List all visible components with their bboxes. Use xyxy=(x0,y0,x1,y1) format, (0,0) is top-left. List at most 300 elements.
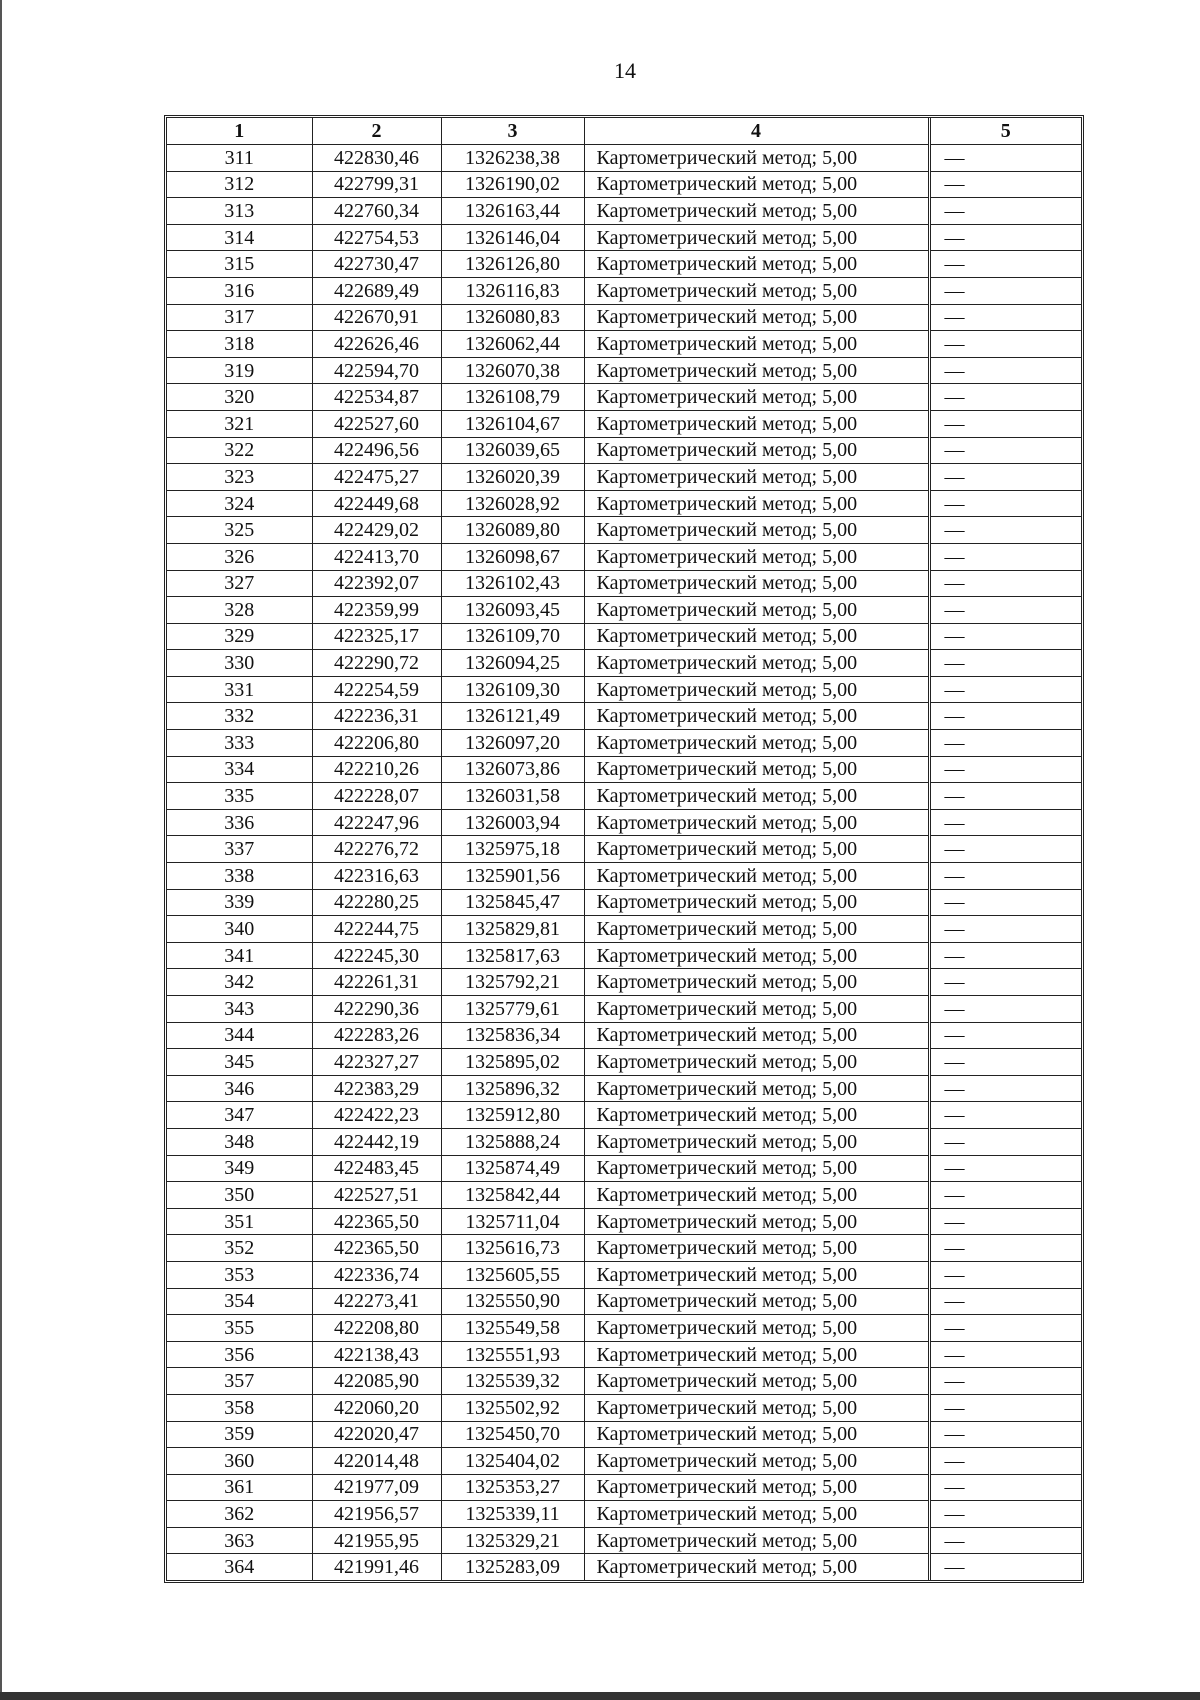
table-row xyxy=(167,437,1081,464)
point-number-cell: 312 xyxy=(167,171,312,198)
method-cell: Картометрический метод; 5,00 xyxy=(584,171,929,198)
table-row xyxy=(167,1155,1081,1182)
point-number-cell: 338 xyxy=(167,863,312,890)
x-coordinate-cell: 422060,20 xyxy=(312,1394,441,1421)
y-coordinate-cell: 1325836,34 xyxy=(441,1022,584,1049)
y-coordinate-cell: 1325550,90 xyxy=(441,1288,584,1315)
y-coordinate-cell: 1326089,80 xyxy=(441,517,584,544)
table-row xyxy=(167,1182,1081,1209)
point-number-cell: 359 xyxy=(167,1421,312,1448)
table-row xyxy=(167,836,1081,863)
dash-cell: — xyxy=(929,1049,1081,1076)
table-row xyxy=(167,543,1081,570)
method-cell: Картометрический метод; 5,00 xyxy=(584,783,929,810)
dash-cell: — xyxy=(929,916,1081,943)
point-number-cell: 330 xyxy=(167,650,312,677)
header-col-5: 5 xyxy=(929,118,1081,145)
method-cell: Картометрический метод; 5,00 xyxy=(584,756,929,783)
table-row xyxy=(167,1474,1081,1501)
method-cell: Картометрический метод; 5,00 xyxy=(584,251,929,278)
y-coordinate-cell: 1325975,18 xyxy=(441,836,584,863)
dash-cell: — xyxy=(929,1128,1081,1155)
point-number-cell: 311 xyxy=(167,145,312,172)
method-cell: Картометрический метод; 5,00 xyxy=(584,1368,929,1395)
point-number-cell: 332 xyxy=(167,703,312,730)
point-number-cell: 350 xyxy=(167,1182,312,1209)
point-number-cell: 340 xyxy=(167,916,312,943)
dash-cell: — xyxy=(929,703,1081,730)
method-cell: Картометрический метод; 5,00 xyxy=(584,198,929,225)
y-coordinate-cell: 1326031,58 xyxy=(441,783,584,810)
x-coordinate-cell: 422830,46 xyxy=(312,145,441,172)
dash-cell: — xyxy=(929,1022,1081,1049)
table-row xyxy=(167,277,1081,304)
point-number-cell: 327 xyxy=(167,570,312,597)
table-row xyxy=(167,517,1081,544)
method-cell: Картометрический метод; 5,00 xyxy=(584,1075,929,1102)
table-row xyxy=(167,570,1081,597)
dash-cell: — xyxy=(929,384,1081,411)
method-cell: Картометрический метод; 5,00 xyxy=(584,942,929,969)
dash-cell: — xyxy=(929,410,1081,437)
x-coordinate-cell: 422325,17 xyxy=(312,623,441,650)
point-number-cell: 360 xyxy=(167,1448,312,1475)
dash-cell: — xyxy=(929,836,1081,863)
dash-cell: — xyxy=(929,1394,1081,1421)
table-row xyxy=(167,623,1081,650)
y-coordinate-cell: 1326190,02 xyxy=(441,171,584,198)
y-coordinate-cell: 1326109,30 xyxy=(441,676,584,703)
dash-cell: — xyxy=(929,171,1081,198)
point-number-cell: 314 xyxy=(167,224,312,251)
table-row xyxy=(167,304,1081,331)
x-coordinate-cell: 422206,80 xyxy=(312,730,441,757)
method-cell: Картометрический метод; 5,00 xyxy=(584,623,929,650)
table-row xyxy=(167,730,1081,757)
dash-cell: — xyxy=(929,1261,1081,1288)
table-row xyxy=(167,410,1081,437)
method-cell: Картометрический метод; 5,00 xyxy=(584,1155,929,1182)
x-coordinate-cell: 422210,26 xyxy=(312,756,441,783)
method-cell: Картометрический метод; 5,00 xyxy=(584,1049,929,1076)
dash-cell: — xyxy=(929,1474,1081,1501)
table-row xyxy=(167,384,1081,411)
dash-cell: — xyxy=(929,597,1081,624)
method-cell: Картометрический метод; 5,00 xyxy=(584,490,929,517)
method-cell: Картометрический метод; 5,00 xyxy=(584,1261,929,1288)
y-coordinate-cell: 1326098,67 xyxy=(441,543,584,570)
point-number-cell: 352 xyxy=(167,1235,312,1262)
table-row xyxy=(167,1261,1081,1288)
table-row xyxy=(167,1341,1081,1368)
method-cell: Картометрический метод; 5,00 xyxy=(584,224,929,251)
page-number: 14 xyxy=(614,58,636,83)
point-number-cell: 323 xyxy=(167,464,312,491)
method-cell: Картометрический метод; 5,00 xyxy=(584,1288,929,1315)
method-cell: Картометрический метод; 5,00 xyxy=(584,676,929,703)
header-col-1: 1 xyxy=(167,118,312,145)
y-coordinate-cell: 1326062,44 xyxy=(441,331,584,358)
x-coordinate-cell: 422138,43 xyxy=(312,1341,441,1368)
y-coordinate-cell: 1325329,21 xyxy=(441,1527,584,1554)
method-cell: Картометрический метод; 5,00 xyxy=(584,357,929,384)
x-coordinate-cell: 422483,45 xyxy=(312,1155,441,1182)
x-coordinate-cell: 422527,51 xyxy=(312,1182,441,1209)
method-cell: Картометрический метод; 5,00 xyxy=(584,1527,929,1554)
dash-cell: — xyxy=(929,1075,1081,1102)
x-coordinate-cell: 422670,91 xyxy=(312,304,441,331)
table-row xyxy=(167,1208,1081,1235)
point-number-cell: 361 xyxy=(167,1474,312,1501)
x-coordinate-cell: 422626,46 xyxy=(312,331,441,358)
x-coordinate-cell: 422799,31 xyxy=(312,171,441,198)
table-row xyxy=(167,1421,1081,1448)
dash-cell: — xyxy=(929,517,1081,544)
point-number-cell: 317 xyxy=(167,304,312,331)
dash-cell: — xyxy=(929,676,1081,703)
x-coordinate-cell: 422276,72 xyxy=(312,836,441,863)
y-coordinate-cell: 1325551,93 xyxy=(441,1341,584,1368)
x-coordinate-cell: 422247,96 xyxy=(312,809,441,836)
scan-bottom-edge xyxy=(0,1692,1200,1700)
dash-cell: — xyxy=(929,1554,1081,1580)
x-coordinate-cell: 422534,87 xyxy=(312,384,441,411)
dash-cell: — xyxy=(929,224,1081,251)
x-coordinate-cell: 422254,59 xyxy=(312,676,441,703)
x-coordinate-cell: 422429,02 xyxy=(312,517,441,544)
point-number-cell: 315 xyxy=(167,251,312,278)
x-coordinate-cell: 421956,57 xyxy=(312,1501,441,1528)
point-number-cell: 351 xyxy=(167,1208,312,1235)
table-row xyxy=(167,863,1081,890)
y-coordinate-cell: 1326116,83 xyxy=(441,277,584,304)
method-cell: Картометрический метод; 5,00 xyxy=(584,1474,929,1501)
dash-cell: — xyxy=(929,1421,1081,1448)
x-coordinate-cell: 422365,50 xyxy=(312,1235,441,1262)
table-row xyxy=(167,224,1081,251)
y-coordinate-cell: 1325792,21 xyxy=(441,969,584,996)
y-coordinate-cell: 1326073,86 xyxy=(441,756,584,783)
y-coordinate-cell: 1326097,20 xyxy=(441,730,584,757)
y-coordinate-cell: 1325711,04 xyxy=(441,1208,584,1235)
dash-cell: — xyxy=(929,1527,1081,1554)
y-coordinate-cell: 1325616,73 xyxy=(441,1235,584,1262)
y-coordinate-cell: 1325450,70 xyxy=(441,1421,584,1448)
table-row xyxy=(167,783,1081,810)
table-row xyxy=(167,1128,1081,1155)
x-coordinate-cell: 421977,09 xyxy=(312,1474,441,1501)
method-cell: Картометрический метод; 5,00 xyxy=(584,1421,929,1448)
dash-cell: — xyxy=(929,996,1081,1023)
dash-cell: — xyxy=(929,1182,1081,1209)
dash-cell: — xyxy=(929,437,1081,464)
table-row xyxy=(167,756,1081,783)
y-coordinate-cell: 1325779,61 xyxy=(441,996,584,1023)
dash-cell: — xyxy=(929,863,1081,890)
x-coordinate-cell: 422383,29 xyxy=(312,1075,441,1102)
method-cell: Картометрический метод; 5,00 xyxy=(584,916,929,943)
x-coordinate-cell: 422014,48 xyxy=(312,1448,441,1475)
x-coordinate-cell: 422413,70 xyxy=(312,543,441,570)
x-coordinate-cell: 422336,74 xyxy=(312,1261,441,1288)
x-coordinate-cell: 422392,07 xyxy=(312,570,441,597)
point-number-cell: 333 xyxy=(167,730,312,757)
dash-cell: — xyxy=(929,331,1081,358)
point-number-cell: 349 xyxy=(167,1155,312,1182)
x-coordinate-cell: 422273,41 xyxy=(312,1288,441,1315)
dash-cell: — xyxy=(929,543,1081,570)
method-cell: Картометрический метод; 5,00 xyxy=(584,1022,929,1049)
table-row xyxy=(167,1501,1081,1528)
table-row xyxy=(167,969,1081,996)
method-cell: Картометрический метод; 5,00 xyxy=(584,145,929,172)
method-cell: Картометрический метод; 5,00 xyxy=(584,1315,929,1342)
y-coordinate-cell: 1326109,70 xyxy=(441,623,584,650)
method-cell: Картометрический метод; 5,00 xyxy=(584,1394,929,1421)
point-number-cell: 329 xyxy=(167,623,312,650)
point-number-cell: 319 xyxy=(167,357,312,384)
point-number-cell: 341 xyxy=(167,942,312,969)
table-row xyxy=(167,1368,1081,1395)
y-coordinate-cell: 1325901,56 xyxy=(441,863,584,890)
dash-cell: — xyxy=(929,357,1081,384)
method-cell: Картометрический метод; 5,00 xyxy=(584,996,929,1023)
y-coordinate-cell: 1325404,02 xyxy=(441,1448,584,1475)
point-number-cell: 358 xyxy=(167,1394,312,1421)
table-row xyxy=(167,1075,1081,1102)
dash-cell: — xyxy=(929,1341,1081,1368)
y-coordinate-cell: 1325605,55 xyxy=(441,1261,584,1288)
header-col-4: 4 xyxy=(584,118,929,145)
x-coordinate-cell: 422280,25 xyxy=(312,889,441,916)
method-cell: Картометрический метод; 5,00 xyxy=(584,650,929,677)
y-coordinate-cell: 1326108,79 xyxy=(441,384,584,411)
x-coordinate-cell: 421991,46 xyxy=(312,1554,441,1580)
dash-cell: — xyxy=(929,304,1081,331)
point-number-cell: 320 xyxy=(167,384,312,411)
point-number-cell: 313 xyxy=(167,198,312,225)
x-coordinate-cell: 422475,27 xyxy=(312,464,441,491)
table-row xyxy=(167,889,1081,916)
table-row xyxy=(167,650,1081,677)
dash-cell: — xyxy=(929,490,1081,517)
y-coordinate-cell: 1325842,44 xyxy=(441,1182,584,1209)
x-coordinate-cell: 422760,34 xyxy=(312,198,441,225)
y-coordinate-cell: 1326094,25 xyxy=(441,650,584,677)
coordinates-table xyxy=(164,115,1084,1583)
table-row xyxy=(167,1527,1081,1554)
method-cell: Картометрический метод; 5,00 xyxy=(584,597,929,624)
point-number-cell: 336 xyxy=(167,809,312,836)
y-coordinate-cell: 1326080,83 xyxy=(441,304,584,331)
method-cell: Картометрический метод; 5,00 xyxy=(584,437,929,464)
point-number-cell: 326 xyxy=(167,543,312,570)
x-coordinate-cell: 422085,90 xyxy=(312,1368,441,1395)
point-number-cell: 364 xyxy=(167,1554,312,1580)
method-cell: Картометрический метод; 5,00 xyxy=(584,969,929,996)
x-coordinate-cell: 422316,63 xyxy=(312,863,441,890)
table-row xyxy=(167,1235,1081,1262)
method-cell: Картометрический метод; 5,00 xyxy=(584,889,929,916)
point-number-cell: 331 xyxy=(167,676,312,703)
dash-cell: — xyxy=(929,623,1081,650)
x-coordinate-cell: 422496,56 xyxy=(312,437,441,464)
point-number-cell: 348 xyxy=(167,1128,312,1155)
y-coordinate-cell: 1325549,58 xyxy=(441,1315,584,1342)
point-number-cell: 328 xyxy=(167,597,312,624)
table-row xyxy=(167,331,1081,358)
x-coordinate-cell: 422365,50 xyxy=(312,1208,441,1235)
point-number-cell: 324 xyxy=(167,490,312,517)
method-cell: Картометрический метод; 5,00 xyxy=(584,1448,929,1475)
method-cell: Картометрический метод; 5,00 xyxy=(584,836,929,863)
y-coordinate-cell: 1326003,94 xyxy=(441,809,584,836)
point-number-cell: 325 xyxy=(167,517,312,544)
point-number-cell: 344 xyxy=(167,1022,312,1049)
x-coordinate-cell: 422208,80 xyxy=(312,1315,441,1342)
y-coordinate-cell: 1326102,43 xyxy=(441,570,584,597)
dash-cell: — xyxy=(929,1501,1081,1528)
point-number-cell: 318 xyxy=(167,331,312,358)
table-row xyxy=(167,703,1081,730)
table-row xyxy=(167,942,1081,969)
dash-cell: — xyxy=(929,783,1081,810)
x-coordinate-cell: 422236,31 xyxy=(312,703,441,730)
x-coordinate-cell: 422261,31 xyxy=(312,969,441,996)
table-row xyxy=(167,1394,1081,1421)
y-coordinate-cell: 1325912,80 xyxy=(441,1102,584,1129)
y-coordinate-cell: 1326104,67 xyxy=(441,410,584,437)
method-cell: Картометрический метод; 5,00 xyxy=(584,1128,929,1155)
dash-cell: — xyxy=(929,1208,1081,1235)
table-row xyxy=(167,1049,1081,1076)
x-coordinate-cell: 422245,30 xyxy=(312,942,441,969)
x-coordinate-cell: 422527,60 xyxy=(312,410,441,437)
method-cell: Картометрический метод; 5,00 xyxy=(584,863,929,890)
y-coordinate-cell: 1326121,49 xyxy=(441,703,584,730)
method-cell: Картометрический метод; 5,00 xyxy=(584,1501,929,1528)
point-number-cell: 343 xyxy=(167,996,312,1023)
method-cell: Картометрический метод; 5,00 xyxy=(584,304,929,331)
method-cell: Картометрический метод; 5,00 xyxy=(584,1235,929,1262)
dash-cell: — xyxy=(929,1368,1081,1395)
y-coordinate-cell: 1326238,38 xyxy=(441,145,584,172)
dash-cell: — xyxy=(929,889,1081,916)
dash-cell: — xyxy=(929,650,1081,677)
point-number-cell: 316 xyxy=(167,277,312,304)
dash-cell: — xyxy=(929,1155,1081,1182)
x-coordinate-cell: 422327,27 xyxy=(312,1049,441,1076)
table-row xyxy=(167,251,1081,278)
y-coordinate-cell: 1326028,92 xyxy=(441,490,584,517)
point-number-cell: 345 xyxy=(167,1049,312,1076)
y-coordinate-cell: 1325817,63 xyxy=(441,942,584,969)
table-row xyxy=(167,1288,1081,1315)
method-cell: Картометрический метод; 5,00 xyxy=(584,464,929,491)
x-coordinate-cell: 421955,95 xyxy=(312,1527,441,1554)
dash-cell: — xyxy=(929,969,1081,996)
dash-cell: — xyxy=(929,251,1081,278)
x-coordinate-cell: 422020,47 xyxy=(312,1421,441,1448)
table-row xyxy=(167,145,1081,172)
x-coordinate-cell: 422449,68 xyxy=(312,490,441,517)
dash-cell: — xyxy=(929,942,1081,969)
table-row xyxy=(167,357,1081,384)
point-number-cell: 339 xyxy=(167,889,312,916)
x-coordinate-cell: 422594,70 xyxy=(312,357,441,384)
point-number-cell: 334 xyxy=(167,756,312,783)
dash-cell: — xyxy=(929,1315,1081,1342)
method-cell: Картометрический метод; 5,00 xyxy=(584,331,929,358)
dash-cell: — xyxy=(929,1448,1081,1475)
y-coordinate-cell: 1325502,92 xyxy=(441,1394,584,1421)
x-coordinate-cell: 422359,99 xyxy=(312,597,441,624)
method-cell: Картометрический метод; 5,00 xyxy=(584,703,929,730)
x-coordinate-cell: 422442,19 xyxy=(312,1128,441,1155)
y-coordinate-cell: 1325874,49 xyxy=(441,1155,584,1182)
dash-cell: — xyxy=(929,1102,1081,1129)
table-row xyxy=(167,171,1081,198)
y-coordinate-cell: 1325896,32 xyxy=(441,1075,584,1102)
y-coordinate-cell: 1326039,65 xyxy=(441,437,584,464)
table-row xyxy=(167,676,1081,703)
x-coordinate-cell: 422283,26 xyxy=(312,1022,441,1049)
point-number-cell: 363 xyxy=(167,1527,312,1554)
method-cell: Картометрический метод; 5,00 xyxy=(584,517,929,544)
table-row xyxy=(167,996,1081,1023)
y-coordinate-cell: 1325895,02 xyxy=(441,1049,584,1076)
table-header-row xyxy=(167,118,1081,145)
dash-cell: — xyxy=(929,145,1081,172)
x-coordinate-cell: 422422,23 xyxy=(312,1102,441,1129)
point-number-cell: 347 xyxy=(167,1102,312,1129)
table-row xyxy=(167,916,1081,943)
method-cell: Картометрический метод; 5,00 xyxy=(584,277,929,304)
y-coordinate-cell: 1325339,11 xyxy=(441,1501,584,1528)
y-coordinate-cell: 1326070,38 xyxy=(441,357,584,384)
x-coordinate-cell: 422228,07 xyxy=(312,783,441,810)
x-coordinate-cell: 422754,53 xyxy=(312,224,441,251)
dash-cell: — xyxy=(929,198,1081,225)
dash-cell: — xyxy=(929,1288,1081,1315)
y-coordinate-cell: 1326126,80 xyxy=(441,251,584,278)
table-row xyxy=(167,198,1081,225)
method-cell: Картометрический метод; 5,00 xyxy=(584,809,929,836)
table-row xyxy=(167,464,1081,491)
point-number-cell: 354 xyxy=(167,1288,312,1315)
table-row xyxy=(167,597,1081,624)
point-number-cell: 335 xyxy=(167,783,312,810)
table-row xyxy=(167,1102,1081,1129)
point-number-cell: 353 xyxy=(167,1261,312,1288)
point-number-cell: 346 xyxy=(167,1075,312,1102)
x-coordinate-cell: 422689,49 xyxy=(312,277,441,304)
header-col-3: 3 xyxy=(441,118,584,145)
y-coordinate-cell: 1326146,04 xyxy=(441,224,584,251)
scan-left-edge xyxy=(0,0,2,1700)
table-row xyxy=(167,1315,1081,1342)
method-cell: Картометрический метод; 5,00 xyxy=(584,730,929,757)
table-row xyxy=(167,1448,1081,1475)
dash-cell: — xyxy=(929,730,1081,757)
method-cell: Картометрический метод; 5,00 xyxy=(584,1102,929,1129)
method-cell: Картометрический метод; 5,00 xyxy=(584,1341,929,1368)
point-number-cell: 342 xyxy=(167,969,312,996)
dash-cell: — xyxy=(929,1235,1081,1262)
x-coordinate-cell: 422290,72 xyxy=(312,650,441,677)
y-coordinate-cell: 1325283,09 xyxy=(441,1554,584,1580)
table-row xyxy=(167,1554,1081,1580)
